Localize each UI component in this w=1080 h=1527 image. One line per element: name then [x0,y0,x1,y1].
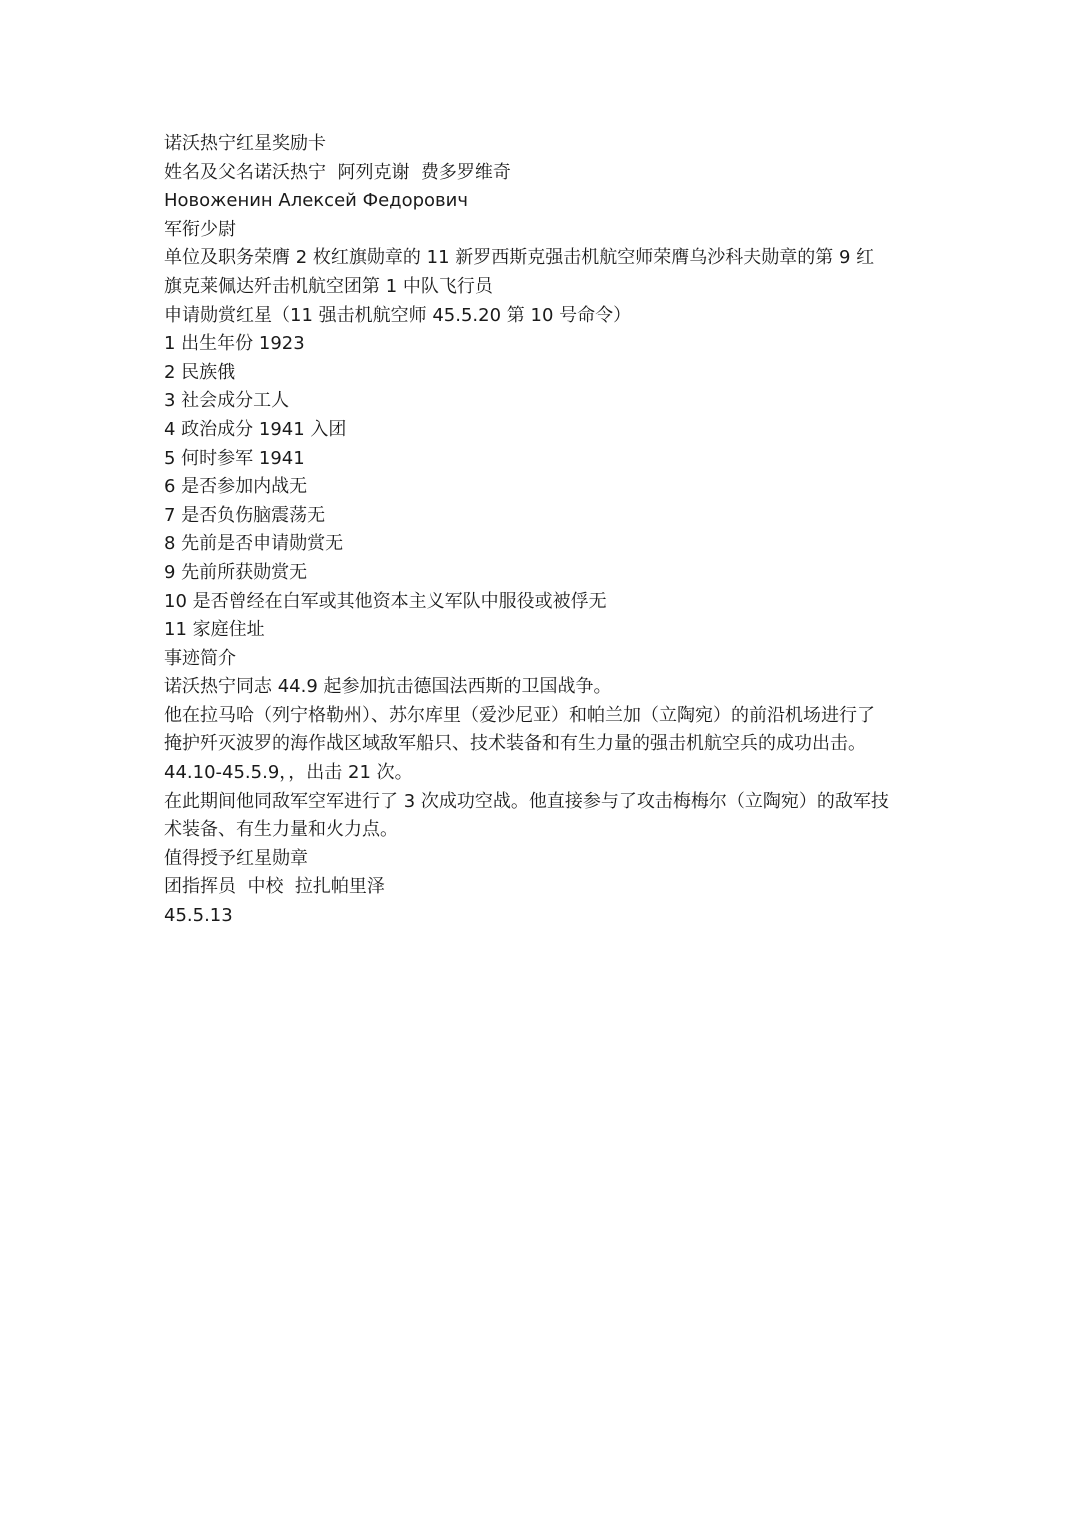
item-political-status: 4 政治成分 1941 入团 [164,418,347,440]
summary-heading: 事迹简介 [164,647,236,669]
item-white-army: 10 是否曾经在白军或其他资本主义军队中服役或被俘无 [164,590,607,612]
summary-sorties: 44.10-45.5.9，，出击 21 次。 [164,762,413,784]
document-body [164,130,924,931]
summary-paragraph-1: 诺沃热宁同志 44.9 起参加抗击德国法西斯的卫国战争。 [164,676,612,698]
recommendation-line: 值得授予红星勋章 [164,847,308,869]
item-previous-awards: 9 先前所获勋赏无 [164,561,308,583]
russian-name-line: Новоженин Алексей Федорович [164,190,468,212]
award-request-line: 申请勋赏红星（11 强击机航空师 45.5.20 第 10 号命令） [164,304,632,326]
document-date: 45.5.13 [164,905,233,927]
unit-position-line-2: 旗克莱佩达歼击机航空团第 1 中队飞行员 [164,275,493,297]
commander-signature-line: 团指挥员 中校 拉扎帕里泽 [164,876,385,898]
item-wounds: 7 是否负伤脑震荡无 [164,504,326,526]
item-enlistment: 5 何时参军 1941 [164,447,305,469]
rank-line: 军衔少尉 [164,218,236,240]
summary-paragraph-3a: 在此期间他同敌军空军进行了 3 次成功空战。他直接参与了攻击梅梅尔（立陶宛）的敌军技 [164,790,889,812]
summary-paragraph-3b: 术装备、有生力量和火力点。 [164,819,398,841]
full-name-line: 姓名及父名诺沃热宁 阿列克谢 费多罗维奇 [164,161,511,183]
item-home-address: 11 家庭住址 [164,619,265,641]
item-social-class: 3 社会成分工人 [164,390,290,412]
summary-paragraph-2a: 他在拉马哈（列宁格勒州）、苏尔库里（爱沙尼亚）和帕兰加（立陶宛）的前沿机场进行了 [164,704,875,726]
item-civil-war: 6 是否参加内战无 [164,476,308,498]
card-title: 诺沃热宁红星奖励卡 [164,133,326,154]
summary-paragraph-2b: 掩护歼灭波罗的海作战区域敌军船只、技术装备和有生力量的强击机航空兵的成功出击。 [164,733,866,755]
unit-position-line-1: 单位及职务荣膺 2 枚红旗勋章的 11 新罗西斯克强击机航空师荣膺乌沙科夫勋章的第 9 红 [164,247,875,269]
item-previous-request: 8 先前是否申请勋赏无 [164,533,344,555]
item-birth-year: 1 出生年份 1923 [164,333,305,355]
item-nationality: 2 民族俄 [164,361,236,383]
